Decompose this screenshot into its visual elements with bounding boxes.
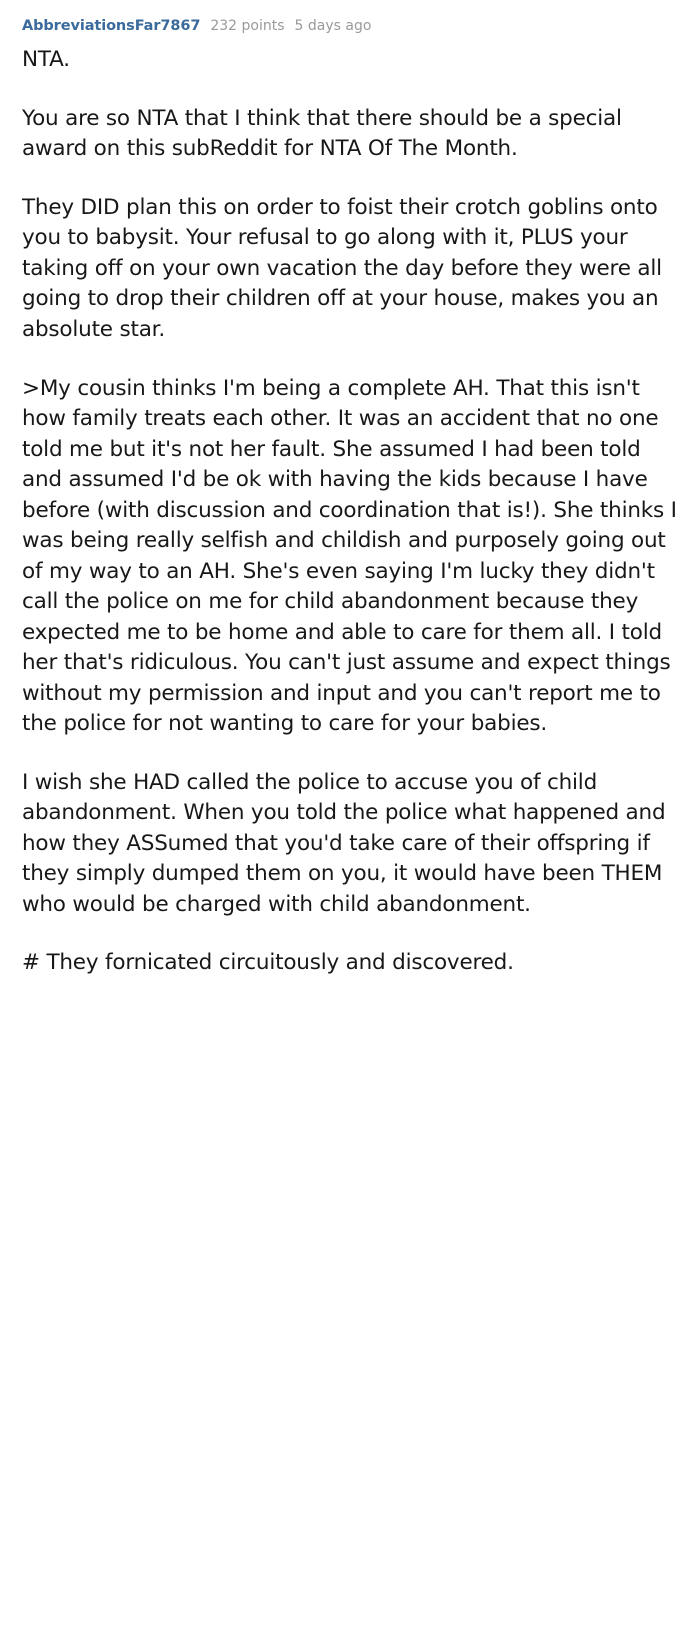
- comment-header: [22, 18, 678, 35]
- comment-paragraph: >My cousin thinks I'm being a complete AH. That this isn't how family treats each other. It was an accident that no one told me but it's not her fault. She assumed I had been told and assumed I'd be ok with having the kids because I have before (with discussion and coordination that is!). She thinks I was being really selfish and childish and purposely going out of my way to an AH. She's even saying I'm lucky they didn't call the police on me for child abandonment because they expected me to be home and able to care for them all. I told her that's ridiculous. You can't just assume and expect things without my permission and input and you can't report me to the police for not wanting to care for your babies.: [22, 375, 677, 737]
- comment-points: 232 points: [210, 18, 285, 34]
- comment-paragraph: They DID plan this on order to foist their crotch goblins onto you to babysit. Your refusal to go along with it, PLUS your taking off on your own vacation the day before they were all going to drop their children off at your house, makes you an absolute star.: [22, 194, 662, 342]
- comment-paragraph: You are so NTA that I think that there should be a special award on this subReddit for NTA Of The Month.: [22, 105, 622, 162]
- comment-paragraph: NTA.: [22, 47, 70, 73]
- comment-body: [22, 45, 678, 978]
- comment-timestamp: 5 days ago: [294, 18, 372, 34]
- comment-paragraph: I wish she HAD called the police to accuse you of child abandonment. When you told the police what happened and how they ASSumed that you'd take care of their offspring if they simply dumped them on you, it would have been THEM who would be charged with child abandonment.: [22, 769, 666, 917]
- comment-author[interactable]: AbbreviationsFar7867: [22, 18, 201, 34]
- comment-paragraph: # They fornicated circuitously and discovered.: [22, 950, 514, 976]
